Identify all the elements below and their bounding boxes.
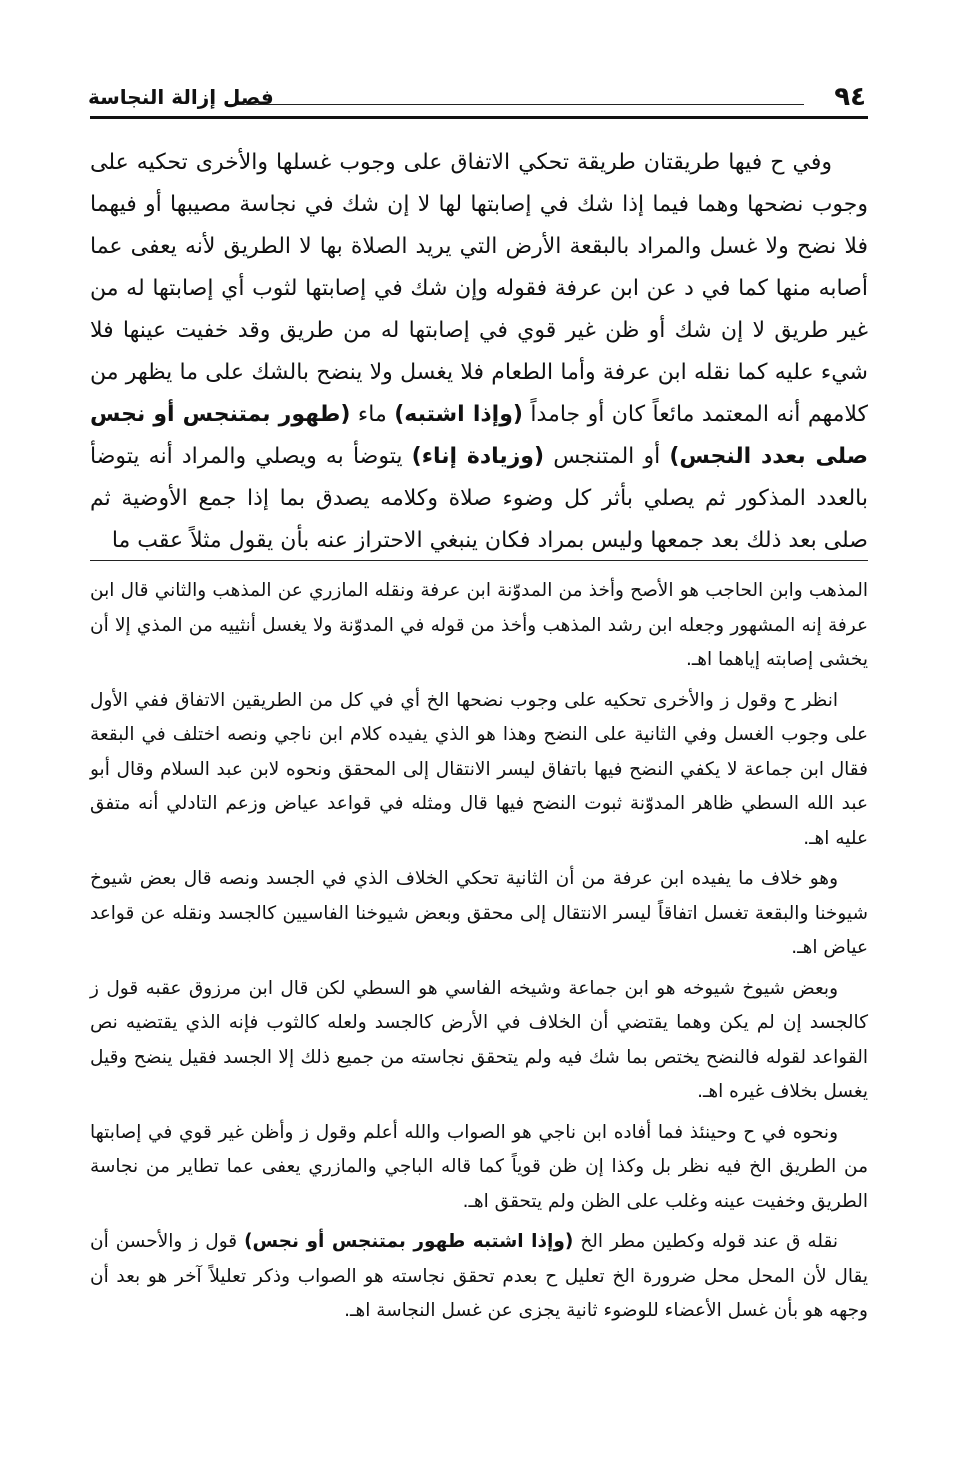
matn-quote: (وإذا اشتبه) — [394, 402, 523, 427]
main-paragraph — [90, 142, 868, 562]
main-text-run: وفي ح فيها طريقتان طريقة تحكي الاتفاق على وجوب غسلها والأخرى تحكيه على وجوب نضحها وهما فيما إذا شك في إصابتها لها لا إن شك في نجاسة مصيبها أو فيهما فلا نضح ولا غسل والمراد بالبقعة الأرض التي يريد الصلاة بها لا الطريق لأنه يعفى عما أصابه منها كما في د عن ابن عرفة فقوله وإن شك في إصابتها لثوب أي إصابتها له من غير طريق لا إن شك أو ظن غير قوي في إصابتها له من طريق وقد خفيت عينها فلا شيء عليه كما نقله ابن عرفة وأما الطعام فلا يغسل ولا ينضح بالشك على ما يظهر من كلامهم أنه المعتمد مائعاً كان أو جامداً — [90, 150, 869, 427]
main-text — [90, 142, 868, 562]
chapter-title: فصل إزالة النجاسة — [88, 85, 274, 109]
main-text-run: أو المتنجس — [553, 444, 661, 469]
matn-quote: (طهور بمتنجس أو نجس صلى بعدد النجس) — [90, 402, 868, 469]
header-rule — [90, 116, 868, 119]
header-line — [226, 104, 804, 105]
note-paragraph: انظر ح وقول ز والأخرى تحكيه على وجوب نضحها الخ أي في كل من الطريقين الاتفاق ففي الأول على وجوب الغسل وفي الثانية على النضح وهذا هو الذي يفيده كلام ابن ناجي ونصه اختلف في البقعة فقال ابن جماعة لا يكفي النضح فيها باتفاق ليسر الانتقال إلى المحقق ونحوه لابن عبد السلام وقال أبو عبد الله السطي ظاهر المدوّنة ثبوت النضح فيها قال ومثله في قواعد عياض وزعم التادلي أنه متفق عليه اهـ. — [90, 689, 868, 849]
note-paragraph: وبعض شيوخ شيوخه هو ابن جماعة وشيخه الفاسي هو السطي لكن قال ابن مرزوق عقبه قول ز كالجسد إن لم يكن وهما يقتضي أن الخلاف في الأرض كالجسد ولعله كالثوب فإنه الذي يقتضيه نص القواعد لقوله فالنضح يختص بما شك فيه ولم يتحقق نجاسته من جميع ذلك إلا الجسد فقيل ينضح وقيل يغسل بخلاف غيره اهـ. — [90, 977, 868, 1102]
running-header — [88, 82, 866, 112]
note-text-run: قول ز والأحسن أن يقال لأن المحل محل ضرورة الخ تعليل ح بعدم تحقق نجاسته هو الصواب وذكر تعليلاً آخر هو بعد أن وجهه هو بأن غسل الأعضاء للوضوء ثانية يجزى عن غسل النجاسة اهـ. — [90, 1231, 868, 1321]
note-text-run: نقله ق عند قوله وكطين مطر الخ — [580, 1231, 838, 1252]
note-paragraph: المذهب وابن الحاجب هو الأصح وأخذ من المدوّنة ابن عرفة ونقله المازري عن المذهب والثاني قال ابن عرفة إنه المشهور وجعله ابن رشد المذهب وأخذ من قوله في المدوّنة ولا يغسل أنثييه من المذي إلا أن يخشى إصابته إياهما اهـ. — [90, 580, 868, 670]
note-paragraph: ونحوه في ح وحينئذ فما أفاده ابن ناجي هو الصواب والله أعلم وقول ز وأظن غير قوي في إصابتها من الطريق الخ فيه نظر بل وكذا إن ظن قوياً كما قاله الباجي والمازري يعفى عما تطاير من نجاسة الطريق وخفيت عينه وغلب على الظن ولم يتحقق اهـ. — [90, 1121, 868, 1212]
matn-quote: (وإذا اشتبه طهور بمتنجس أو نجس) — [244, 1231, 574, 1252]
note-paragraph — [90, 1225, 868, 1329]
main-text-run: ماء — [357, 402, 387, 427]
commentary-notes — [90, 574, 868, 1335]
page-number: ٩٤ — [834, 82, 866, 112]
main-text-run: يتوضأ به ويصلي والمراد أنه يتوضأ بالعدد المذكور ثم يصلي بأثر كل وضوء صلاة وكلامه يصدق بما إذا جمع الأوضية ثم صلى بعد ذلك بعد جمعها وليس بمراد فكان ينبغي الاحتراز عنه بأن يقول مثلاً عقب ما — [90, 444, 868, 553]
footnote-separator — [90, 560, 868, 561]
matn-quote: (وزيادة إناء) — [411, 444, 545, 469]
note-paragraph: وهو خلاف ما يفيده ابن عرفة من أن الثانية تحكي الخلاف الذي في الجسد ونصه قال بعض شيوخ شيوخنا والبقعة تغسل اتفاقاً ليسر الانتقال إلى محقق وبعض شيوخنا الفاسيين كالجسد ونقله عن قواعد عياض اهـ. — [90, 868, 868, 958]
